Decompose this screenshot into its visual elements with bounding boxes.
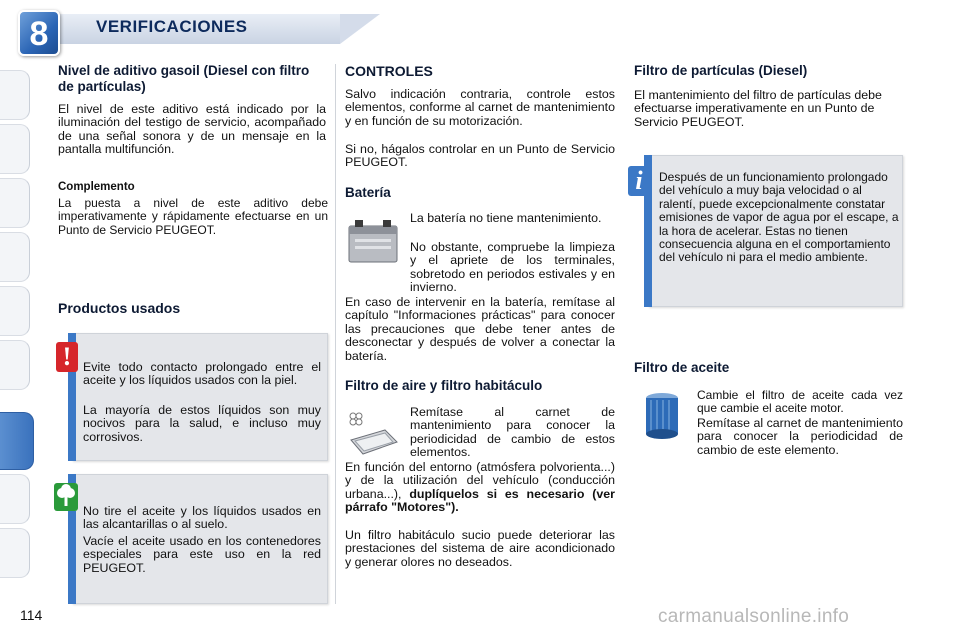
battery-title: Batería [345,185,391,200]
info-text: Después de un funcionamiento prolongado del vehículo a muy baja velocidad o al ralentí, puede excepcionalmente constatar emisiones de vapor de agua por el escape, a la hora de acelerar. Estas no tienen consecuencia alguna en el comportamiento del vehículo ni para el medio ambiente. [659,170,899,265]
particles-text: El mantenimiento del filtro de partículas debe efectuarse imperativamente en un Punto de Servicio PEUGEOT. [634,88,882,129]
chapter-tab[interactable] [0,232,30,282]
battery-text-2: No obstante, compruebe la limpieza y el apriete de los terminales, sobretodo en periodos estivales y en invierno. [410,240,615,295]
battery-text-3: En caso de intervenir en la batería, remítase al capítulo "Informaciones prácticas" para conocer las precauciones que debe tener antes de desconectar y después de volver a conectar la batería. [345,295,615,363]
controls-text-1: Salvo indicación contraria, controle estos elementos, conforme al carnet de mantenimiento y en función de su motorización. [345,87,615,128]
warning-text-1: Evite todo contacto prolongado entre el aceite y los líquidos usados con la piel. [83,360,321,388]
page-title: VERIFICACIONES [96,17,248,36]
particles-title: Filtro de partículas (Diesel) [634,63,808,78]
oil-filter-title: Filtro de aceite [634,360,730,375]
exclamation-icon: ! [56,342,78,372]
chapter-tab-active[interactable] [0,412,34,470]
filter-text-2-plain: En función del entorno (atmósfera polvorienta...) y de la utilización del vehículo (conducción urbana...), [345,460,615,501]
header [0,0,960,53]
info-icon: i [628,166,650,196]
complement-title: Complemento [58,181,135,193]
controls-text-2: Si no, hágalos controlar en un Punto de Servicio PEUGEOT. [345,142,615,170]
page-number: 114 [20,607,43,623]
chapter-tab[interactable] [0,474,30,524]
filter-text-1: Remítase al carnet de mantenimiento para conocer la periodicidad de cambio de estos elementos. [410,405,615,460]
controls-title: CONTROLES [345,63,433,79]
eco-text-1: No tire el aceite y los líquidos usados en las alcantarillas o al suelo. [83,504,321,532]
column-divider [335,64,336,604]
filter-text-3: Un filtro habitáculo sucio puede deteriorar las prestaciones del sistema de aire acondicionado y generar olores no deseados. [345,528,615,569]
cabin-filter-image [345,408,401,458]
watermark: carmanualsonline.info [658,606,850,627]
additive-text: El nivel de este aditivo está indicado por la iluminación del testigo de servicio, acompañado de una señal sonora y de un mensaje en la pantalla multifunción. [58,102,326,157]
chapter-tab[interactable] [0,178,30,228]
filter-title: Filtro de aire y filtro habitáculo [345,378,543,393]
products-title: Productos usados [58,300,181,316]
chapter-tab[interactable] [0,340,30,390]
chapter-tab[interactable] [0,286,30,336]
oil-filter-text-2: Remítase al carnet de mantenimiento para conocer la periodicidad de cambio de este elemento. [697,416,903,457]
chapter-tab[interactable] [0,70,30,120]
chapter-badge: 8 [18,10,60,56]
oil-filter-image [642,392,682,440]
warning-text-2: La mayoría de estos líquidos son muy nocivos para la salud, e incluso muy corrosivos. [83,403,321,444]
chapter-tab[interactable] [0,528,30,578]
complement-text: La puesta a nivel de este aditivo debe imperativamente y rápidamente efectuarse en un Punto de Servicio PEUGEOT. [58,196,328,237]
battery-text-1: La batería no tiene mantenimiento. [410,211,602,225]
oil-filter-text-1: Cambie el filtro de aceite cada vez que cambie el aceite motor. [697,388,903,416]
tree-icon [54,483,78,511]
filter-text-2-bold: duplíquelos si es necesario (ver párrafo "Motores"). [345,486,615,515]
battery-image [345,212,401,268]
additive-title: Nivel de aditivo gasoil (Diesel con filtro de partículas) [58,63,310,94]
filter-text-2 [345,461,615,515]
chapter-tab[interactable] [0,124,30,174]
eco-text-2: Vacíe el aceite usado en los contenedores especiales para este uso en la red PEUGEOT. [83,534,321,575]
